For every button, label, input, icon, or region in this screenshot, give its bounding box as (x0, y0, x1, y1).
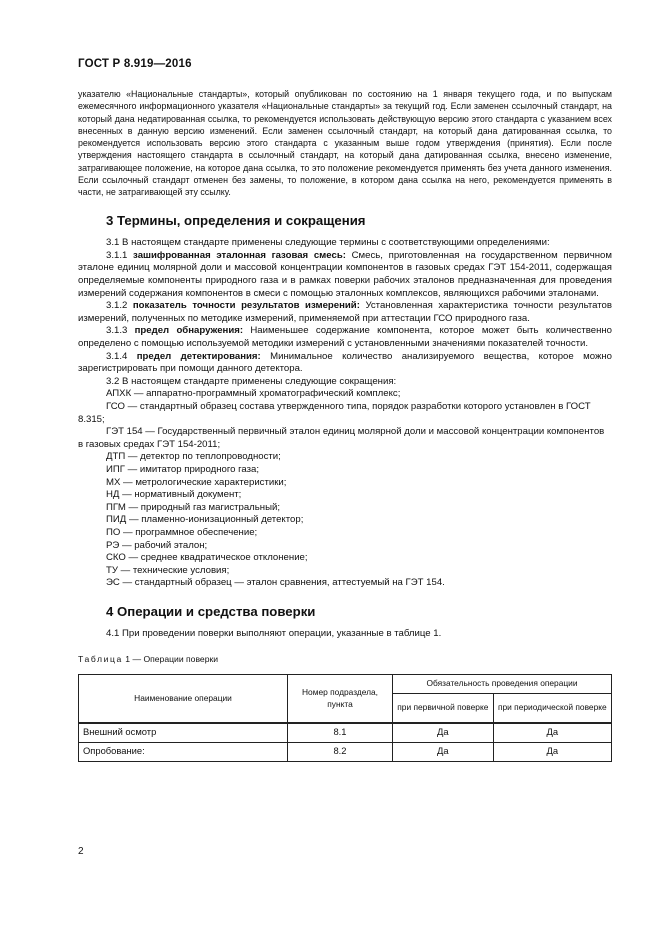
term-name: показатель точности результатов измерений: (132, 300, 360, 312)
cell-periodic: Да (493, 723, 611, 743)
cell-operation-name: Внешний осмотр (79, 723, 288, 743)
cell-periodic: Да (493, 742, 611, 761)
abbreviation-item: ДТП — детектор по теплопроводности; (106, 451, 281, 463)
term-3-1-4 (78, 351, 612, 376)
header-operation-name: Наименование операции (79, 674, 288, 723)
cell-section-number: 8.2 (288, 742, 393, 761)
abbreviation-item: ГЭТ 154 — Государственный первичный эталон единиц молярной доли и массовой концентрации компонентов в газовых средах ГЭТ 154-2011; (78, 426, 605, 450)
term-3-1-3 (78, 325, 612, 350)
abbreviation-item: ГСО — стандартный образец состава утвержденного типа, порядок разработки которого установлен в ГОСТ 8.315; (78, 400, 591, 425)
abbreviation-item: ЭС — стандартный образец — эталон сравнения, аттестуемый на ГЭТ 154. (106, 577, 445, 589)
term-number: 3.1.2 (106, 300, 128, 312)
abbreviation-item: АПХК — аппаратно-программный хроматографический комплекс; (106, 388, 401, 400)
cell-section-number: 8.1 (288, 723, 393, 743)
abbreviation-item: МХ — метрологические характеристики; (106, 476, 287, 488)
term-number: 3.1.3 (106, 325, 128, 337)
page-number: 2 (78, 846, 84, 857)
header-primary-verification: при первичной поверке (393, 693, 494, 723)
clause-3-2: 3.2 В настоящем стандарте применены следующие сокращения: (106, 375, 397, 387)
term-3-1-2 (78, 300, 612, 325)
page-content (78, 88, 612, 762)
term-name: зашифрованная эталонная газовая смесь: (133, 249, 346, 261)
table-row (79, 723, 612, 743)
table-caption-text: 1 — Операции поверки (122, 654, 219, 665)
abbreviation-item: СКО — среднее квадратическое отклонение; (106, 552, 308, 564)
abbreviation-item: ПО — программное обеспечение; (106, 526, 258, 538)
term-definition: Установленная характеристика точности результатов измерений, полученных по методике измерений, применяемой при аттестации ГСО природного газа. (78, 300, 612, 324)
term-number: 3.1.4 (106, 350, 128, 362)
cell-primary: Да (393, 723, 494, 743)
header-mandatory: Обязательность проведения операции (393, 674, 612, 693)
table-caption (78, 653, 612, 666)
section-3-title: 3 Термины, определения и сокращения (106, 212, 366, 228)
cell-operation-name: Опробование: (79, 742, 288, 761)
header-section-number: Номер подраздела, пункта (288, 674, 393, 723)
abbreviation-item: РЭ — рабочий эталон; (106, 539, 208, 551)
table-caption-word: Таблица (78, 654, 123, 665)
table-row (79, 742, 612, 761)
term-3-1-1 (78, 250, 612, 300)
term-name: предел обнаружения: (134, 325, 244, 337)
abbreviation-item: ТУ — технические условия; (106, 564, 230, 576)
intro-paragraph: указателю «Национальные стандарты», который опубликован по состоянию на 1 января текущего года, и по выпускам ежемесячного информационного указателя «Национальные стандарты» за текущий год. Если заменен ссылочный стандарт, на который дана недатированная ссылка, то рекомендуется использовать действующую версию этого стандарта с указанием всех внесенных в данную версию изменений. Если заменен ссылочный стандарт, на который дана датированная ссылка, то рекомендуется использовать версию этого стандарта с указанным выше годом утверждения (принятия). Если после утверждения настоящего стандарта в ссылочный стандарт, на который дана датированная ссылка, внесено изменение, затрагивающее положение, на которое дана ссылка, то это положение рекомендуется применять без учета данного изменения. Если ссылочный стандарт отменен без замены, то положение, в котором дана ссылка на него, рекомендуется применять в части, не затрагивающей эту ссылку. (78, 89, 612, 198)
abbreviation-list (78, 388, 612, 590)
clause-3-1: 3.1 В настоящем стандарте применены следующие термины с соответствующими определениями: (106, 237, 550, 249)
term-definition: Наименьшее содержание компонента, которое может быть количественно определено с помощью используемой методики измерений с установленными значениями показателей точности. (78, 325, 612, 350)
clause-4-1: 4.1 При проведении поверки выполняют операции, указанные в таблице 1. (106, 628, 442, 640)
document-header: ГОСТ Р 8.919—2016 (78, 58, 192, 70)
term-number: 3.1.1 (106, 249, 128, 261)
abbreviation-item: ПГМ — природный газ магистральный; (106, 501, 280, 513)
cell-primary: Да (393, 742, 494, 761)
header-periodic-verification: при периодической поверке (493, 693, 611, 723)
section-4-title: 4 Операции и средства поверки (106, 603, 316, 619)
operations-table (78, 674, 612, 762)
abbreviation-item: ПИД — пламенно-ионизационный детектор; (106, 514, 304, 526)
abbreviation-item: ИПГ — имитатор природного газа; (106, 463, 260, 475)
term-definition: Минимальное количество анализируемого вещества, которое можно зарегистрировать при помощи данного детектора. (78, 350, 612, 375)
term-name: предел детектирования: (136, 350, 261, 362)
term-definition: Смесь, приготовленная на государственном первичном эталоне единиц молярной доли и массовой концентрации компонентов в газовых средах ГЭТ 154-2011, содержащая определяемые компоненты природного газа и в рамках поверки рабочих эталонов предназначенная для проведения измерений содержания компонентов в смеси с помощью эталонных комплексов, являющихся рабочими эталонами. (78, 249, 612, 299)
abbreviation-item: НД — нормативный документ; (106, 489, 242, 501)
